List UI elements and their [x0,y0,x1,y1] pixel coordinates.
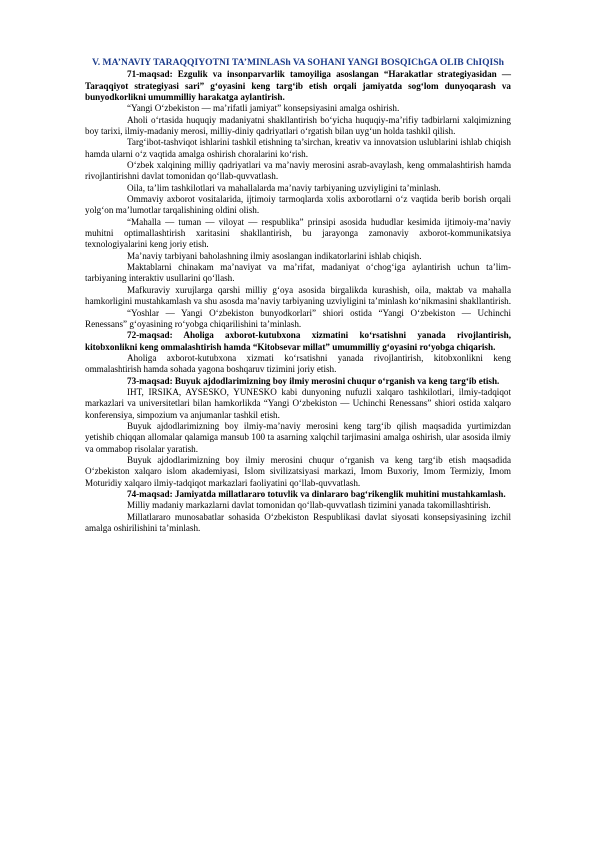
paragraph: Ommaviy axborot vositalarida, ijtimoiy tarmoqlarda xolis axborotlarni o‘z vaqtida berib borish orqali yolg‘on ma’lumotlar tarqalishining oldini olish. [85,194,511,216]
paragraph: “Yoshlar — Yangi O‘zbekiston bunyodkorlari” shiori ostida “Yangi O‘zbekiston — Uchinchi Renessans” g‘oyasining ro‘yobga chiqarilishini ta’minlash. [85,307,511,329]
paragraph: Millatlararo munosabatlar sohasida O‘zbekiston Respublikasi davlat siyosati konsepsiyasining izchil amalga oshirilishini ta’minlash. [85,511,511,534]
paragraph: Buyuk ajdodlarimizning boy ilmiy merosini chuqur o‘rganish va keng targ‘ib etish maqsadida O‘zbekiston xalqaro islom akademiyasi, Islom sivilizatsiyasi markazi, Imom Buxoriy, Imom Termiziy, Imom Moturidiy xalqaro ilmiy-tadqiqot markazlari faoliyatini qo‘llab-quvvatlash. [85,454,511,488]
paragraph: 72-maqsad: Aholiga axborot-kutubxona xizmatini ko‘rsatishni yanada rivojlantirish, kitobxonlikni keng ommalashtirish hamda “Kitobsevar millat” umummilliy g‘oyasini ro‘yobga chiqarish. [85,330,511,352]
section-heading: V. MA’NAVIY TARAQQIYOTNI TA’MINLASh VA SOHANI YANGI BOSQIChGA OLIB ChIQISh [92,57,504,68]
paragraph: Buyuk ajdodlarimizning boy ilmiy-ma’naviy merosini keng targ‘ib qilish maqsadida yurtimizdan yetishib chiqqan allomalar qalamiga mansub 100 ta asarning xalqchil tarjimasini amalga oshirish, ular asosida ilmiy va ommabop risolalar yaratish. [85,420,511,454]
paragraph: “Mahalla — tuman — viloyat — respublika” prinsipi asosida hududlar kesimida ijtimoiy-ma’naviy muhitni optimallashtirish xaritasini shakllantirish, bu jarayonga zamonaviy axborot-kommunikatsiya texnologiyalarini keng joriy etish. [85,216,511,250]
paragraph: 74-maqsad: Jamiyatda millatlararo totuvlik va dinlararo bag‘rikenglik muhitini mustahkamlash. [127,489,506,500]
paragraph: 73-maqsad: Buyuk ajdodlarimizning boy ilmiy merosini chuqur o‘rganish va keng targ‘ib etish. [127,375,500,386]
paragraph: Ma’naviy tarbiyani baholashning ilmiy asoslangan indikatorlarini ishlab chiqish. [127,250,422,261]
paragraph: “Yangi O‘zbekiston — ma’rifatli jamiyat” konsepsiyasini amalga oshirish. [127,103,400,114]
paragraph: IHT, IRSIKA, AYSESKO, YUNESKO kabi dunyoning nufuzli xalqaro tashkilotlari, ilmiy-tadqiqot markazlari va universitetlari bilan hamkorlikda “Yangi O‘zbekiston — Uchinchi Renessans” shiori ostida xalqaro konferensiya, simpozium va anjumanlar tashkil etish. [85,386,511,420]
paragraph: O‘zbek xalqining milliy qadriyatlari va ma’naviy merosini asrab-avaylash, keng ommalashtirish hamda rivojlantirishni davlat tomonidan qo‘llab-quvvatlash. [85,160,511,182]
paragraph: Targ‘ibot-tashviqot ishlarini tashkil etishning ta’sirchan, kreativ va innovatsion uslublarini ishlab chiqish hamda ularni o‘z vaqtida amalga oshirish choralarini ko‘rish. [85,137,511,159]
paragraph: 71-maqsad: Ezgulik va insonparvarlik tamoyiliga asoslangan “Harakatlar strategiyasidan — Taraqqiyot strategiyasi sari” g‘oyasini keng targ‘ib etish orqali jamiyatda sog‘lom dunyoqarash va bunyodkorlikni umummilliy harakatga aylantirish. [85,69,511,102]
paragraph: Aholi o‘rtasida huquqiy madaniyatni shakllantirish bo‘yicha huquqiy-ma’rifiy tadbirlarni xalqimizning boy tarixi, ilmiy-madaniy merosi, milliy-diniy qadriyatlari o‘rgatish bilan uyg‘un holda tashkil qilish. [85,114,511,137]
paragraph: Maktablarni chinakam ma’naviyat va ma’rifat, madaniyat o‘chog‘iga aylantirish uchun ta’lim-tarbiyaning interaktiv usullarini qo‘llash. [85,262,511,284]
paragraph: Oila, ta’lim tashkilotlari va mahallalarda ma’naviy tarbiyaning uzviyligini ta’minlash. [127,182,441,193]
paragraph: Milliy madaniy markazlarni davlat tomonidan qo‘llab-quvvatlash tizimini yanada takomillashtirish. [127,500,491,511]
paragraph: Aholiga axborot-kutubxona xizmati ko‘rsatishni yanada rivojlantirish, kitobxonlikni keng ommalashtirish hamda sohada yagona boshqaruv tizimini joriy etish. [85,352,511,375]
document-body [85,69,511,534]
paragraph: Mafkuraviy xurujlarga qarshi milliy g‘oya asosida birgalikda kurashish, oila, maktab va mahalla hamkorligini mustahkamlash va shu asosda ma’naviy tarbiyaning uzviyligini ta’minlash ko‘nikmasini shakllantirish. [85,284,512,307]
